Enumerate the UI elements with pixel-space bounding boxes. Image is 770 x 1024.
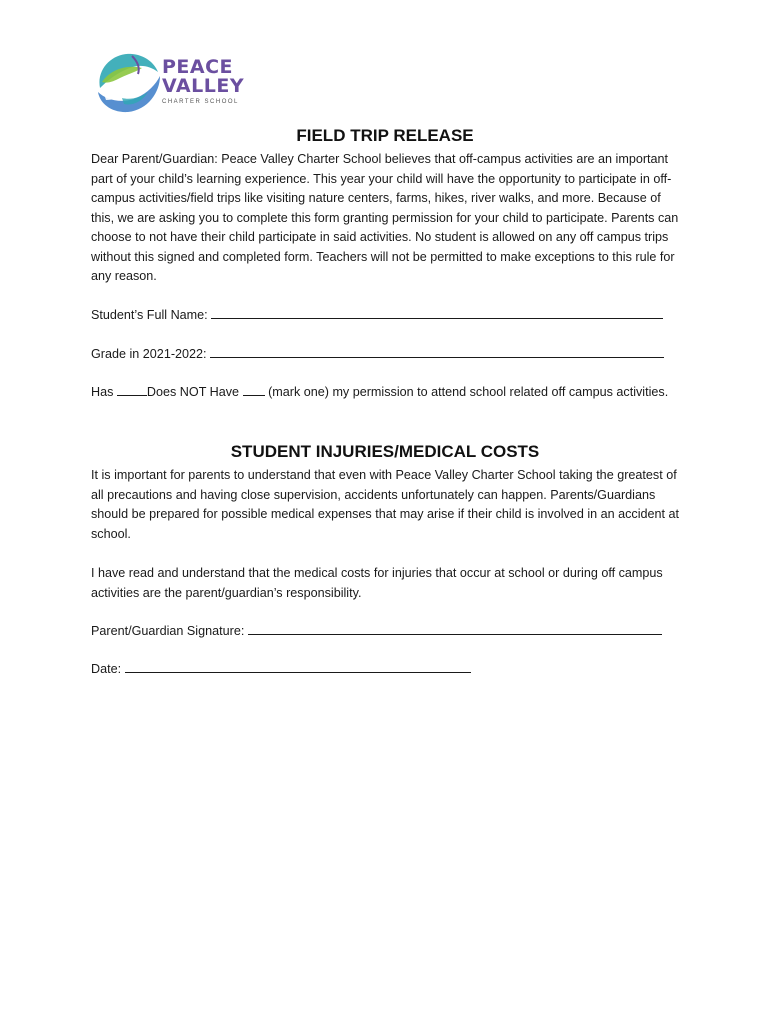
signature-label: Parent/Guardian Signature: <box>91 624 245 638</box>
student-name-field[interactable] <box>91 306 663 325</box>
logo-line-charter-school: CHARTER SCHOOL <box>162 99 239 105</box>
permission-has-blank[interactable] <box>117 383 147 396</box>
permission-rest-text: (mark one) my permission to attend school related off campus activities. <box>268 385 669 399</box>
permission-statement <box>91 383 681 403</box>
date-field[interactable] <box>91 660 471 679</box>
intro-paragraph: Dear Parent/Guardian: Peace Valley Charter School believes that off-campus activities are an important part of your child’s learning experience. This year your child will have the opportunity to participate in off-campus activities/field trips like visiting nature centers, farms, hikes, river walks, and more. Because of this, we are asking you to complete this form granting permission for your child to participate. Parents can choose to not have their child participate in said activities. No student is allowed on any off campus trips without this signed and completed form. Teachers will not be permitted to make exceptions to this rule for any reason. <box>91 152 679 283</box>
student-name-label: Student’s Full Name: <box>91 308 208 322</box>
date-line[interactable] <box>125 660 471 673</box>
permission-does-not-have-label: Does NOT Have <box>146 385 240 399</box>
logo-line-valley: VALLEY <box>162 75 245 97</box>
medical-section-title: STUDENT INJURIES/MEDICAL COSTS <box>230 442 540 461</box>
acknowledgement-paragraph: I have read and understand that the medical costs for injuries that occur at school or during off campus activities are the parent/guardian’s responsibility. <box>91 566 663 600</box>
school-logo <box>92 48 245 118</box>
permission-has-label: Has <box>91 385 114 399</box>
student-name-line[interactable] <box>211 306 663 319</box>
logo-line-peace: PEACE <box>162 56 234 78</box>
signature-field[interactable] <box>91 622 662 641</box>
signature-line[interactable] <box>248 622 662 635</box>
logo-emblem-icon <box>92 48 164 118</box>
grade-line[interactable] <box>210 345 664 358</box>
grade-field[interactable] <box>91 345 664 364</box>
medical-paragraph: It is important for parents to understand that even with Peace Valley Charter School taking the greatest of all precautions and having close supervision, accidents unfortunately can happen. Parents/Guardians should be prepared for possible medical expenses that may arise if their child is involved in an accident at school. <box>91 468 680 541</box>
logo-wordmark <box>162 58 244 105</box>
grade-label: Grade in 2021-2022: <box>91 347 207 361</box>
permission-does-not-have-blank[interactable] <box>243 383 265 396</box>
date-label: Date: <box>91 662 122 676</box>
form-title: FIELD TRIP RELEASE <box>296 126 474 145</box>
